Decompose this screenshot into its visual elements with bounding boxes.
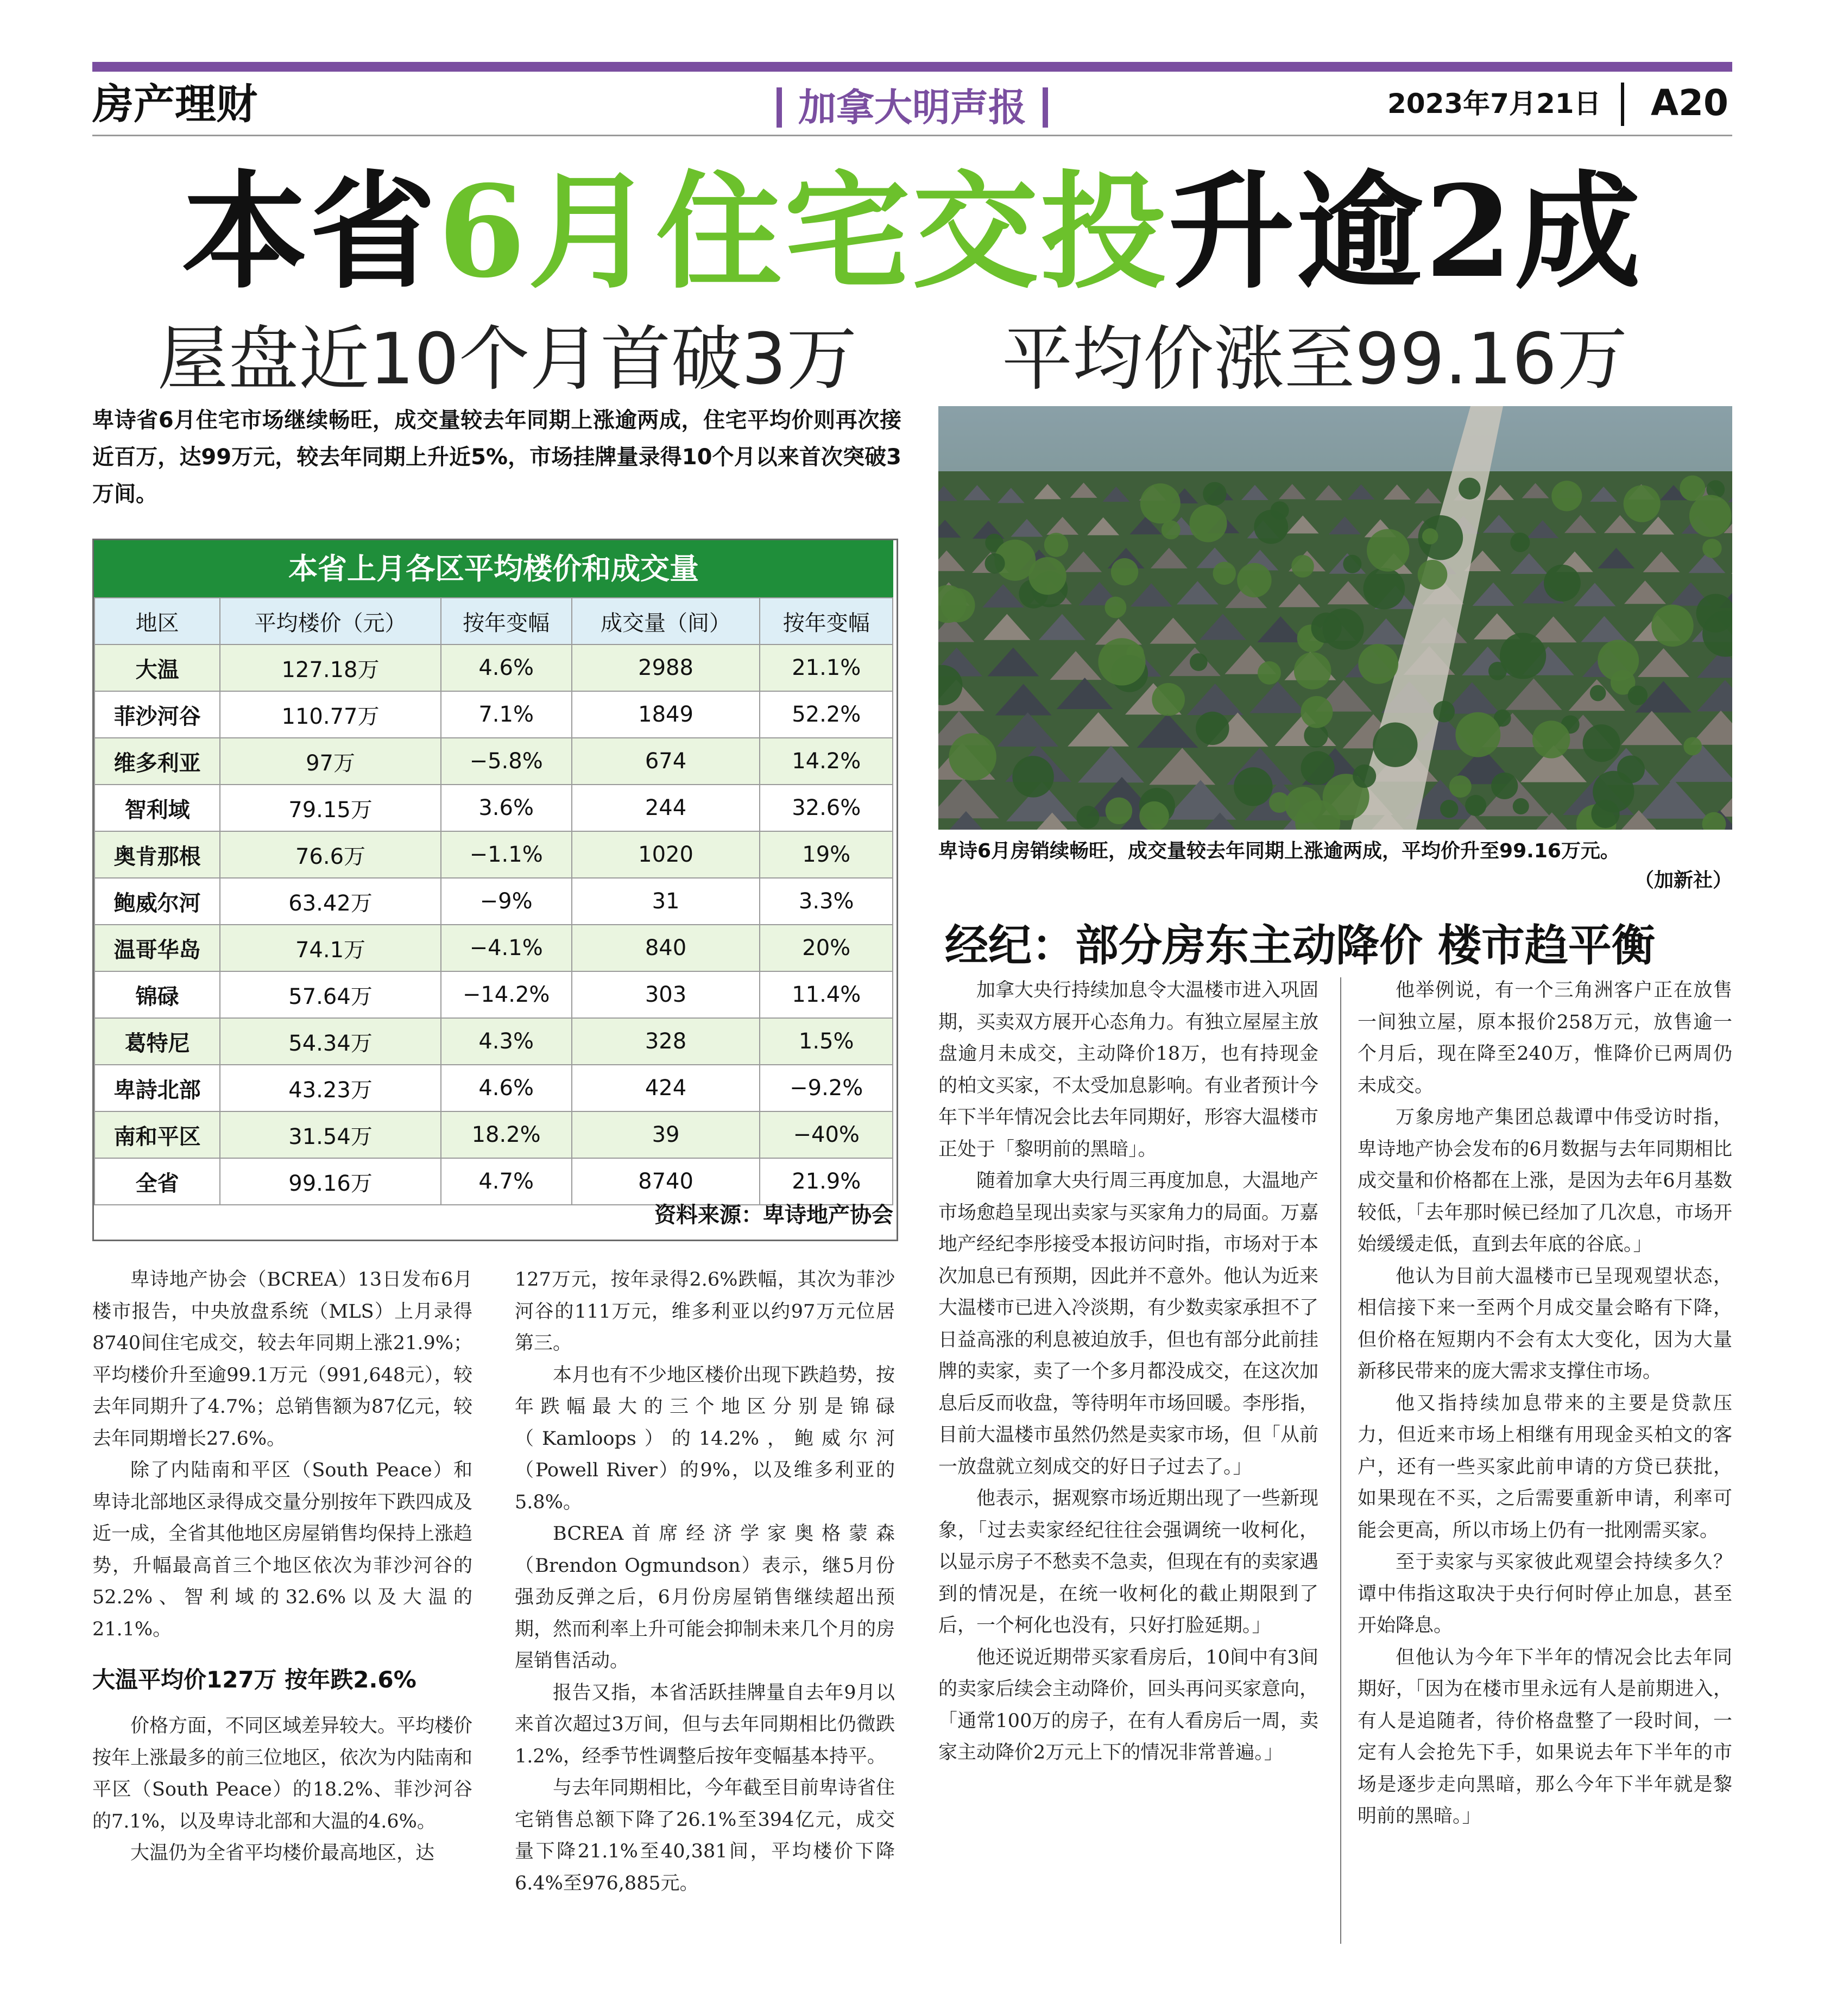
table-cell: 2988 <box>572 644 760 691</box>
table-cell: 97万 <box>220 738 440 785</box>
photo-tree <box>1111 558 1138 585</box>
photo-tree <box>1301 751 1334 785</box>
photo-tree <box>1422 528 1438 545</box>
table-header-row <box>94 598 893 644</box>
photo-tree <box>1551 481 1582 511</box>
section-name: 房产理财 <box>92 80 257 128</box>
paragraph: 他举例说，有一个三角洲客户正在放售一间独立屋，原本报价258万元，放售逾一个月后，现在降至240万，惟降价已两周仍未成交。 <box>1358 979 1732 1097</box>
paragraph: 报告又指，本省活跃挂牌量自去年9月以来首次超过3万间，但与去年同期相比仍微跌1.2%，经季节性调整后按年变幅基本持平。 <box>515 1682 895 1767</box>
photo-tree <box>949 733 996 780</box>
table-row <box>94 1111 893 1158</box>
table-cell: 127.18万 <box>220 644 440 691</box>
photo-tree <box>1418 560 1448 590</box>
paragraph: 随着加拿大央行周三再度加息，大温地产市场愈趋呈现出卖家与买家角力的局面。万嘉地产经纪李彤接受本报访问时指，市场对于本次加息已有预期，因此并不意外。他认为近来大温楼市已进入冷淡期，有少数卖家承担不了日益高涨的利息被迫放手，但也有部分此前挂牌的卖家，卖了一个多月都没成交，在这次加息后反而收盘，等待明年市场回暖。李彤指，目前大温楼市虽然仍然是卖家市场，但「从前一放盘就立刻成交的好日子过去了。」 <box>938 1170 1319 1478</box>
paragraph: 本月也有不少地区楼价出现下跌趋势，按年跌幅最大的三个地区分别是锦碌（Kamloops）的14.2%，鲍威尔河（Powell River）的9%，以及维多利亚的5.8%。 <box>515 1364 895 1513</box>
table-cell: 76.6万 <box>220 831 440 878</box>
table-cell: 温哥华岛 <box>94 925 220 971</box>
photo-tree <box>1491 773 1518 799</box>
table-cell: 鲍威尔河 <box>94 878 220 925</box>
photo-tree <box>1590 685 1606 702</box>
photo-tree <box>1294 652 1331 690</box>
table-cell: 1.5% <box>760 1018 893 1065</box>
table-cell: 54.34万 <box>220 1018 440 1065</box>
table-cell: 63.42万 <box>220 878 440 925</box>
table-cell: −1.1% <box>441 831 572 878</box>
table-cell: 99.16万 <box>220 1158 440 1205</box>
photo-tree <box>1152 683 1185 716</box>
table-cell: 4.3% <box>441 1018 572 1065</box>
masthead-left-bar <box>777 87 782 128</box>
table-cell: 葛特尼 <box>94 1018 220 1065</box>
price-volume-table <box>94 597 893 1205</box>
photo-tree <box>1624 485 1661 522</box>
table-cell: 840 <box>572 925 760 971</box>
article2-column-1 <box>938 975 1318 1769</box>
photo-tree <box>1105 597 1126 618</box>
photo-tree <box>1367 529 1409 571</box>
paragraph: 加拿大央行持续加息令大温楼市进入巩固期，买卖双方展开心态角力。有独立屋屋主放盘逾月未成交，主动降价18万，也有持现金的柏文买家，不太受加息影响。有业者预计今年下半年情况会比去年同期好，形容大温楼市正处于「黎明前的黑暗」。 <box>938 979 1319 1160</box>
table-header-cell: 地区 <box>94 598 220 644</box>
masthead-right-bar <box>1043 87 1048 128</box>
photo-tree <box>984 553 1005 573</box>
table-cell: 3.3% <box>760 878 893 925</box>
table-cell: −9.2% <box>760 1065 893 1111</box>
table-cell: 21.9% <box>760 1158 893 1205</box>
table-row <box>94 1065 893 1111</box>
photo-tree <box>1598 640 1639 681</box>
masthead-part2: 明声报 <box>912 85 1026 130</box>
column-divider <box>1340 977 1341 1944</box>
table-cell: 1020 <box>572 831 760 878</box>
neighborhood-photo <box>938 406 1732 830</box>
masthead <box>739 75 1086 135</box>
table-row <box>94 831 893 878</box>
photo-tree <box>1651 605 1693 647</box>
photo-tree <box>1544 565 1581 602</box>
table-cell: 20% <box>760 925 893 971</box>
page-number: A20 <box>1651 82 1728 124</box>
issue-date: 2023年7月21日 <box>1387 88 1601 119</box>
photo-tree <box>1189 504 1227 542</box>
photo-tree <box>1583 724 1620 762</box>
table-cell: −14.2% <box>441 971 572 1018</box>
table-cell: 328 <box>572 1018 760 1065</box>
lead-paragraph: 卑诗省6月住宅市场继续畅旺，成交量较去年同期上涨逾两成，住宅平均价则再次接近百万，达99万元，较去年同期上升近5%，市场挂牌量录得10个月以来首次突破3万间。 <box>92 408 901 507</box>
photo-tree <box>1301 696 1333 728</box>
paragraph: 除了内陆南和平区（South Peace）和卑诗北部地区录得成交量分别按年下跌四成及近一成，全省其他地区房屋销售均保持上涨趋势，升幅最高首三个地区依次为菲沙河谷的52.2%、智利域的32.6%以及大温的21.1%。 <box>92 1459 473 1640</box>
photo-tree <box>1106 798 1132 824</box>
photo-tree <box>1440 800 1458 818</box>
table-cell: 424 <box>572 1065 760 1111</box>
photo-tree <box>1044 533 1069 557</box>
table-cell: 1849 <box>572 691 760 738</box>
header-bottom-rule <box>92 135 1732 136</box>
table-cell: −9% <box>441 878 572 925</box>
table-cell: 19% <box>760 831 893 878</box>
table-cell: 110.77万 <box>220 691 440 738</box>
photo-tree <box>1258 661 1281 685</box>
photo-tree <box>1500 633 1546 679</box>
table-header-cell: 按年变幅 <box>441 598 572 644</box>
table-cell: 大温 <box>94 644 220 691</box>
photo-caption: 卑诗6月房销续畅旺，成交量较去年同期上涨逾两成，平均价升至99.16万元。 <box>938 840 1620 862</box>
table-row <box>94 971 893 1018</box>
table-row <box>94 1018 893 1065</box>
paragraph: 他表示，据观察市场近期出现了一些新现象，「过去卖家经纪往往会强调统一收柯化，以显示房子不愁卖不急卖，但现在有的卖家遇到的情况是，在统一收柯化的截止期限到了后，一个柯化也没有，只好打脸延期。」 <box>938 1488 1319 1636</box>
photo-tree <box>1364 568 1405 610</box>
paragraph: BCREA首席经济学家奥格蒙森（Brendon Ogmundson）表示，继5月份强劲反弹之后，6月份房屋销售继续超出预期，然而利率上升可能会抑制未来几个月的房屋销售活动。 <box>515 1523 895 1672</box>
table-cell: 智利域 <box>94 785 220 831</box>
table-cell: 菲沙河谷 <box>94 691 220 738</box>
headline-part1: 本省 <box>181 157 438 306</box>
table-cell: −40% <box>760 1111 893 1158</box>
paragraph: 127万元，按年录得2.6%跌幅，其次为菲沙河谷的111万元，维多利亚以约97万元位居第三。 <box>515 1269 895 1354</box>
article1-column-1 <box>92 1264 472 1869</box>
photo-tree <box>1012 756 1053 797</box>
table-cell: 锦碌 <box>94 971 220 1018</box>
photo-tree <box>1373 722 1417 767</box>
table-cell: 74.1万 <box>220 925 440 971</box>
paragraph: 他又指持续加息带来的主要是贷款压力，但近来市场上相继有用现金买柏文的客户，还有一些买家此前申请的方贷已获批，如果现在不买，之后需要重新申请，利率可能会更高，所以市场上仍有一批刚需买家。 <box>1358 1392 1732 1541</box>
paragraph: 至于卖家与买家彼此观望会持续多久？谭中伟指这取决于央行何时停止加息，甚至开始降息。 <box>1358 1551 1732 1636</box>
headline-part3: 升逾2成 <box>1169 157 1643 306</box>
table-cell: 32.6% <box>760 785 893 831</box>
photo-tree <box>1271 501 1289 520</box>
photo-tree <box>1139 801 1169 830</box>
photo-tree <box>1513 798 1529 814</box>
table-cell: 8740 <box>572 1158 760 1205</box>
paragraph: 他还说近期带买家看房后，10间中有3间的卖家后续会主动降价，回头再问买家意向，「通常100万的房子，在有人看房后一周，卖家主动降价2万元上下的情况非常普遍。」 <box>938 1646 1319 1764</box>
photo-tree <box>1465 795 1486 816</box>
table-row <box>94 644 893 691</box>
table-cell: −4.1% <box>441 925 572 971</box>
photo-tree <box>1213 562 1236 585</box>
paragraph: 大温仍为全省平均楼价最高地区，达 <box>130 1842 435 1864</box>
photo-tree <box>1702 539 1721 558</box>
photo-tree <box>1455 712 1500 757</box>
table-cell: 全省 <box>94 1158 220 1205</box>
paragraph: 他认为目前大温楼市已呈现观望状态，相信接下来一至两个月成交量会略有下降，但价格在短期内不会有太大变化，因为大量新移民带来的庞大需求支撑住市场。 <box>1358 1265 1732 1382</box>
photo-tree <box>1162 520 1181 539</box>
table-row <box>94 785 893 831</box>
photo-tree <box>1140 483 1181 523</box>
table-cell: 674 <box>572 738 760 785</box>
article1-column-2 <box>515 1264 895 1899</box>
table-cell: 31.54万 <box>220 1111 440 1158</box>
table-header-cell: 按年变幅 <box>760 598 893 644</box>
table-title: 本省上月各区平均楼价和成交量 <box>94 540 893 597</box>
top-purple-rule <box>92 62 1732 72</box>
table-cell: −5.8% <box>441 738 572 785</box>
photo-tree <box>1190 653 1208 671</box>
table-cell: 7.1% <box>441 691 572 738</box>
table-row <box>94 925 893 971</box>
table-cell: 南和平区 <box>94 1111 220 1158</box>
paragraph: 价格方面，不同区域差异较大。平均楼价按年上涨最多的前三位地区，依次为内陆南和平区（South Peace）的18.2%、菲沙河谷的7.1%，以及卑诗北部和大温的4.6%。 <box>92 1715 473 1832</box>
photo-tree <box>1532 721 1570 758</box>
table-cell: 79.15万 <box>220 785 440 831</box>
photo-tree <box>1510 533 1530 552</box>
paragraph: 但他认为今年下半年的情况会比去年同期好，「因为在楼市里永远有人是前期进入，有人是追随者，待价格盘整了一段时间，一定有人会抢先下手，如果说去年下半年的市场是逐步走向黑暗，那么今年下半年就是黎明前的黑暗。」 <box>1358 1646 1732 1827</box>
table-cell: 303 <box>572 971 760 1018</box>
photo-tree <box>1076 806 1099 829</box>
photo-tree <box>1291 555 1314 578</box>
table-cell: 43.23万 <box>220 1065 440 1111</box>
table-cell: 4.6% <box>441 1065 572 1111</box>
headline <box>92 153 1732 311</box>
table-row <box>94 691 893 738</box>
article2-title: 经纪：部分房东主动降价 楼市趋平衡 <box>945 920 1655 971</box>
headline-part2: 6月住宅交投 <box>438 157 1169 306</box>
photo-tree <box>1358 644 1398 684</box>
table-cell: 39 <box>572 1111 760 1158</box>
photo-tree <box>1689 495 1732 537</box>
table-cell: 57.64万 <box>220 971 440 1018</box>
photo-tree <box>1203 482 1227 506</box>
photo-tree <box>1433 701 1455 723</box>
table-header-cell: 成交量（间） <box>572 598 760 644</box>
article1-subhead: 大温平均价127万 按年跌2.6% <box>92 1666 416 1693</box>
photo-tree <box>1196 712 1229 745</box>
photo-tree <box>1028 557 1066 595</box>
table-cell: 244 <box>572 785 760 831</box>
paragraph: 万象房地产集团总裁谭中伟受访时指，卑诗地产协会发布的6月数据与去年同期相比成交量和价格都在上涨，是因为去年6月基数较低，「去年那时候已经加了几次息，市场开始缓缓走低，直到去年底的谷底。」 <box>1358 1107 1732 1255</box>
table-cell: 维多利亚 <box>94 738 220 785</box>
subheadline-2: 平均价涨至99.16万 <box>1002 318 1628 400</box>
photo-tree <box>1343 555 1361 573</box>
table-cell: 4.6% <box>441 644 572 691</box>
paragraph: 卑诗地产协会（BCREA）13日发布6月楼市报告，中央放盘系统（MLS）上月录得8740间住宅成交，较去年同期上涨21.9%；平均楼价升至逾99.1万元（991,648元），较去年同期升了4.7%；总销售额为87亿元，较去年同期增长27.6%。 <box>92 1269 472 1450</box>
photo-tree <box>1353 764 1376 788</box>
table-cell: 52.2% <box>760 691 893 738</box>
photo-tree <box>1098 638 1145 685</box>
table-row <box>94 738 893 785</box>
table-cell: 31 <box>572 878 760 925</box>
photo-tree <box>1449 775 1472 798</box>
article2-column-2 <box>1358 975 1732 1832</box>
photo-tree <box>1237 563 1271 597</box>
photo-credit: （加新社） <box>1634 869 1732 892</box>
table-header-cell: 平均楼价（元） <box>220 598 440 644</box>
header-divider <box>1621 83 1624 126</box>
table-cell: 18.2% <box>441 1111 572 1158</box>
table-source: 资料来源：卑诗地产协会 <box>654 1203 893 1228</box>
photo-tree <box>1311 612 1342 643</box>
photo-tree <box>1234 767 1273 806</box>
photo-tree <box>1683 737 1702 755</box>
subheadline-1: 屋盘近10个月首破3万 <box>157 318 857 400</box>
table-cell: 21.1% <box>760 644 893 691</box>
photo-tree <box>1593 771 1634 812</box>
table-cell: 卑詩北部 <box>94 1065 220 1111</box>
table-cell: 11.4% <box>760 971 893 1018</box>
photo-tree <box>1285 787 1322 824</box>
masthead-part1: 加拿大 <box>798 85 912 130</box>
photo-tree <box>1628 686 1648 705</box>
table-cell: 4.7% <box>441 1158 572 1205</box>
table-cell: 3.6% <box>441 785 572 831</box>
paragraph: 与去年同期相比，今年截至目前卑诗省住宅销售总额下降了26.1%至394亿元，成交量下降21.1%至40,381间，平均楼价下降6.4%至976,885元。 <box>515 1777 895 1894</box>
table-row <box>94 878 893 925</box>
table-cell: 奥肯那根 <box>94 831 220 878</box>
photo-tree <box>1459 478 1480 500</box>
table-cell: 14.2% <box>760 738 893 785</box>
